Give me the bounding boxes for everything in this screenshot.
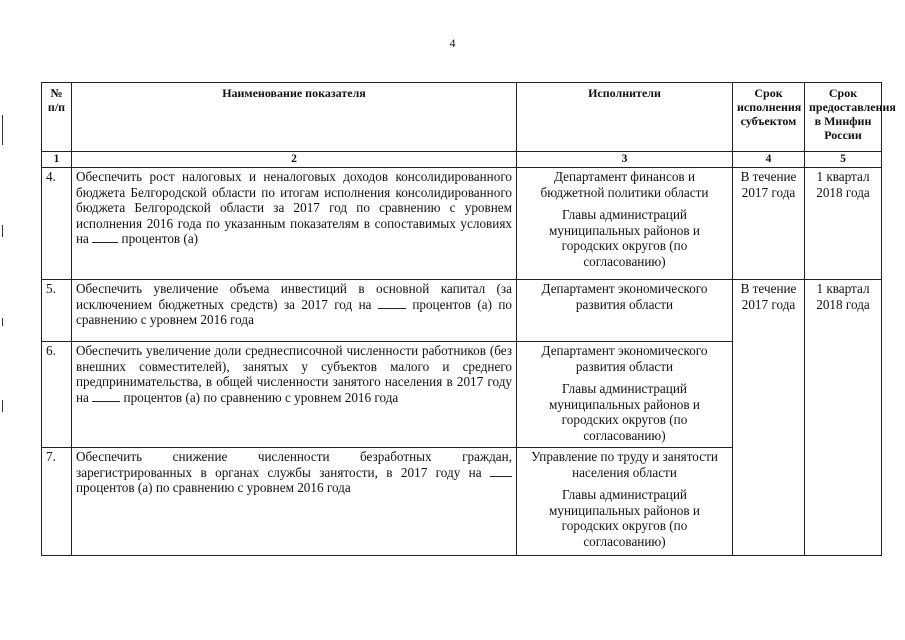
term-cell: В течение 2017 года: [733, 168, 805, 280]
header-term: Срок исполнения субъектом: [733, 83, 805, 152]
table-row: [42, 280, 882, 342]
indicator-text-part: процентов (а): [121, 231, 199, 246]
row-number: 7.: [42, 448, 72, 556]
fill-in-blank: [378, 297, 406, 309]
indicator-text: [72, 168, 517, 280]
fill-in-blank: [490, 465, 512, 477]
margin-mark: [2, 115, 3, 145]
fill-in-blank: [92, 231, 118, 243]
header-row: [42, 83, 882, 152]
executor: Управление по труду и занятости населения области: [531, 449, 718, 480]
header-indicator: Наименование показателя: [72, 83, 517, 152]
header-deadline: Срок предоставления в Минфин России: [805, 83, 882, 152]
indicators-table: [41, 82, 896, 556]
executor: Департамент финансов и бюджетной политики области: [540, 169, 709, 200]
indicator-text: [72, 448, 517, 556]
deadline-cell: 1 квартал 2018 года: [805, 168, 882, 280]
margin-mark: [2, 225, 3, 237]
merged-term-cell: В течение 2017 года: [733, 280, 805, 556]
executor: Главы администраций муниципальных районов и городских округов (по согласованию): [549, 487, 700, 549]
column-number: 2: [72, 152, 517, 168]
indicator-text: [72, 280, 517, 342]
row-number: 5.: [42, 280, 72, 342]
indicator-text: [72, 342, 517, 448]
executor: Департамент экономического развития области: [541, 281, 708, 312]
column-number-row: [42, 152, 882, 168]
executors-cell: [517, 168, 733, 280]
indicator-text-part: Обеспечить снижение численности безработных граждан, зарегистрированных в органах службы занятости, в 2017 году на: [76, 449, 512, 480]
indicator-text-part: Обеспечить увеличение объема инвестиций в основной капитал (за исключением бюджетных средств) за 2017 год на: [76, 281, 512, 312]
fill-in-blank: [92, 390, 120, 402]
row-number: 4.: [42, 168, 72, 280]
margin-mark: [2, 400, 3, 412]
merged-deadline-cell: 1 квартал 2018 года: [805, 280, 882, 556]
column-number: 3: [517, 152, 733, 168]
indicator-text-part: Обеспечить рост налоговых и неналоговых доходов консолидированного бюджета Белгородской области по итогам исполнения консолидированного бюджета Белгородской области за 2017 год по сравнению с уровнем исполнения 2016 года по указанным показателям в сопоставимых условиях на: [76, 169, 512, 246]
executor: Главы администраций муниципальных районов и городских округов (по согласованию): [549, 207, 700, 269]
executor: Департамент экономического развития области: [541, 343, 708, 374]
table-row: [42, 168, 882, 280]
executor: Главы администраций муниципальных районов и городских округов (по согласованию): [549, 381, 700, 443]
executors-cell: [517, 448, 733, 556]
indicator-text-part: процентов (а) по сравнению с уровнем 2016 года: [76, 296, 513, 327]
header-executors: Исполнители: [517, 83, 733, 152]
indicator-text-part: процентов (а) по сравнению с уровнем 2016 года: [76, 480, 351, 495]
column-number: 1: [42, 152, 72, 168]
page-number: 4: [449, 36, 456, 50]
margin-mark: [2, 318, 3, 326]
header-num: № п/п: [42, 83, 72, 152]
column-number: 5: [805, 152, 882, 168]
row-number: 6.: [42, 342, 72, 448]
executors-cell: [517, 342, 733, 448]
column-number: 4: [733, 152, 805, 168]
executors-cell: [517, 280, 733, 342]
indicator-text-part: Обеспечить увеличение доли среднесписочной численности работников (без внешних совместителей), занятых у субъектов малого и среднего предпринимательства, в общей численности занятого населения в 2017 году на: [76, 343, 512, 405]
indicator-text-part: процентов (а) по сравнению с уровнем 2016 года: [123, 389, 399, 405]
